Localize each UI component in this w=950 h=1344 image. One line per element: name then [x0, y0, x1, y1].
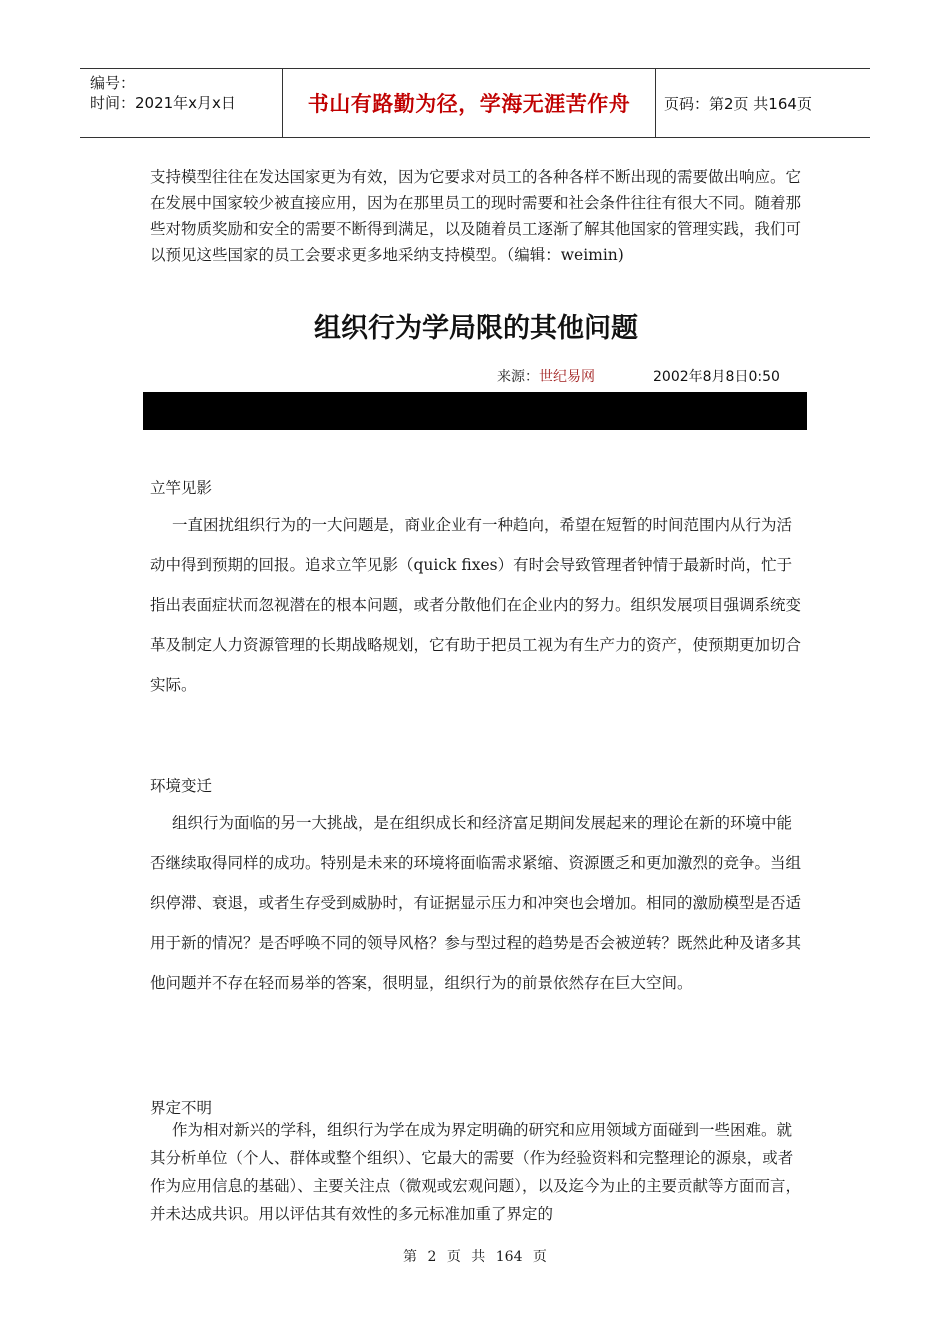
redaction-bar [143, 392, 807, 430]
section-heading-environment: 环境变迁 [150, 777, 213, 795]
section-body-environment: 组织行为面临的另一大挑战，是在组织成长和经济富足期间发展起来的理论在新的环境中能否继续取得同样的成功。特别是未来的环境将面临需求紧缩、资源匮乏和更加激烈的竞争。当组织停滞、衰退，或者生存受到威胁时，有证据显示压力和冲突也会增加。相同的激励模型是否适用于新的情况？是否呼唤不同的领导风格？参与型过程的趋势是否会被逆转？既然此种及诸多其他问题并不存在轻而易举的答案，很明显，组织行为的前景依然存在巨大空间。 [150, 814, 802, 992]
source-name-link[interactable]: 世纪易网 [539, 369, 595, 385]
intro-paragraph: 支持模型往往在发达国家更为有效，因为它要求对员工的各种各样不断出现的需要做出响应。它在发展中国家较少被直接应用，因为在那里员工的现时需要和社会条件往往有很大不同。随着那些对物质奖励和安全的需要不断得到满足，以及随着员工逐渐了解其他国家的管理实践，我们可以预见这些国家的员工会要求更多地采纳支持模型。（编辑：weimin) [150, 168, 802, 264]
header-meta [80, 69, 282, 137]
header-page-info: 页码：第2页 共164页 [664, 94, 812, 113]
serial-label: 编号： [90, 74, 136, 92]
section-heading-quick-fixes: 立竿见影 [150, 479, 213, 497]
source-label: 来源： [497, 369, 539, 385]
document-header [80, 68, 870, 138]
article-date: 2002年8月8日0:50 [653, 369, 780, 385]
section-body-unclear-definition: 作为相对新兴的学科，组织行为学在成为界定明确的研究和应用领域方面碰到一些困难。就其分析单位（个人、群体或整个组织）、它最大的需要（作为经验资料和完整理论的源泉，或者作为应用信息的基础）、主要关注点（微观或宏观问题），以及迄今为止的主要贡献等方面而言，并未达成共识。用以评估其有效性的多元标准加重了界定的 [150, 1121, 802, 1223]
header-motto: 书山有路勤为径，学海无涯苦作舟 [282, 69, 656, 137]
article-title: 组织行为学局限的其他问题 [314, 313, 638, 344]
section-heading-unclear-definition: 界定不明 [150, 1099, 213, 1117]
section-body-quick-fixes: 一直困扰组织行为的一大问题是，商业企业有一种趋向，希望在短暂的时间范围内从行为活动中得到预期的回报。追求立竿见影（quick fixes）有时会导致管理者钟情于最新时尚，忙于指出表面症状而忽视潜在的根本问题，或者分散他们在企业内的努力。组织发展项目强调系统变革及制定人力资源管理的长期战略规划，它有助于把员工视为有生产力的资产，使预期更加切合实际。 [150, 516, 802, 694]
page-footer: 第 2 页 共 164 页 [403, 1249, 547, 1265]
article-source-line [497, 366, 780, 386]
time-label: 时间：2021年x月x日 [90, 94, 236, 112]
